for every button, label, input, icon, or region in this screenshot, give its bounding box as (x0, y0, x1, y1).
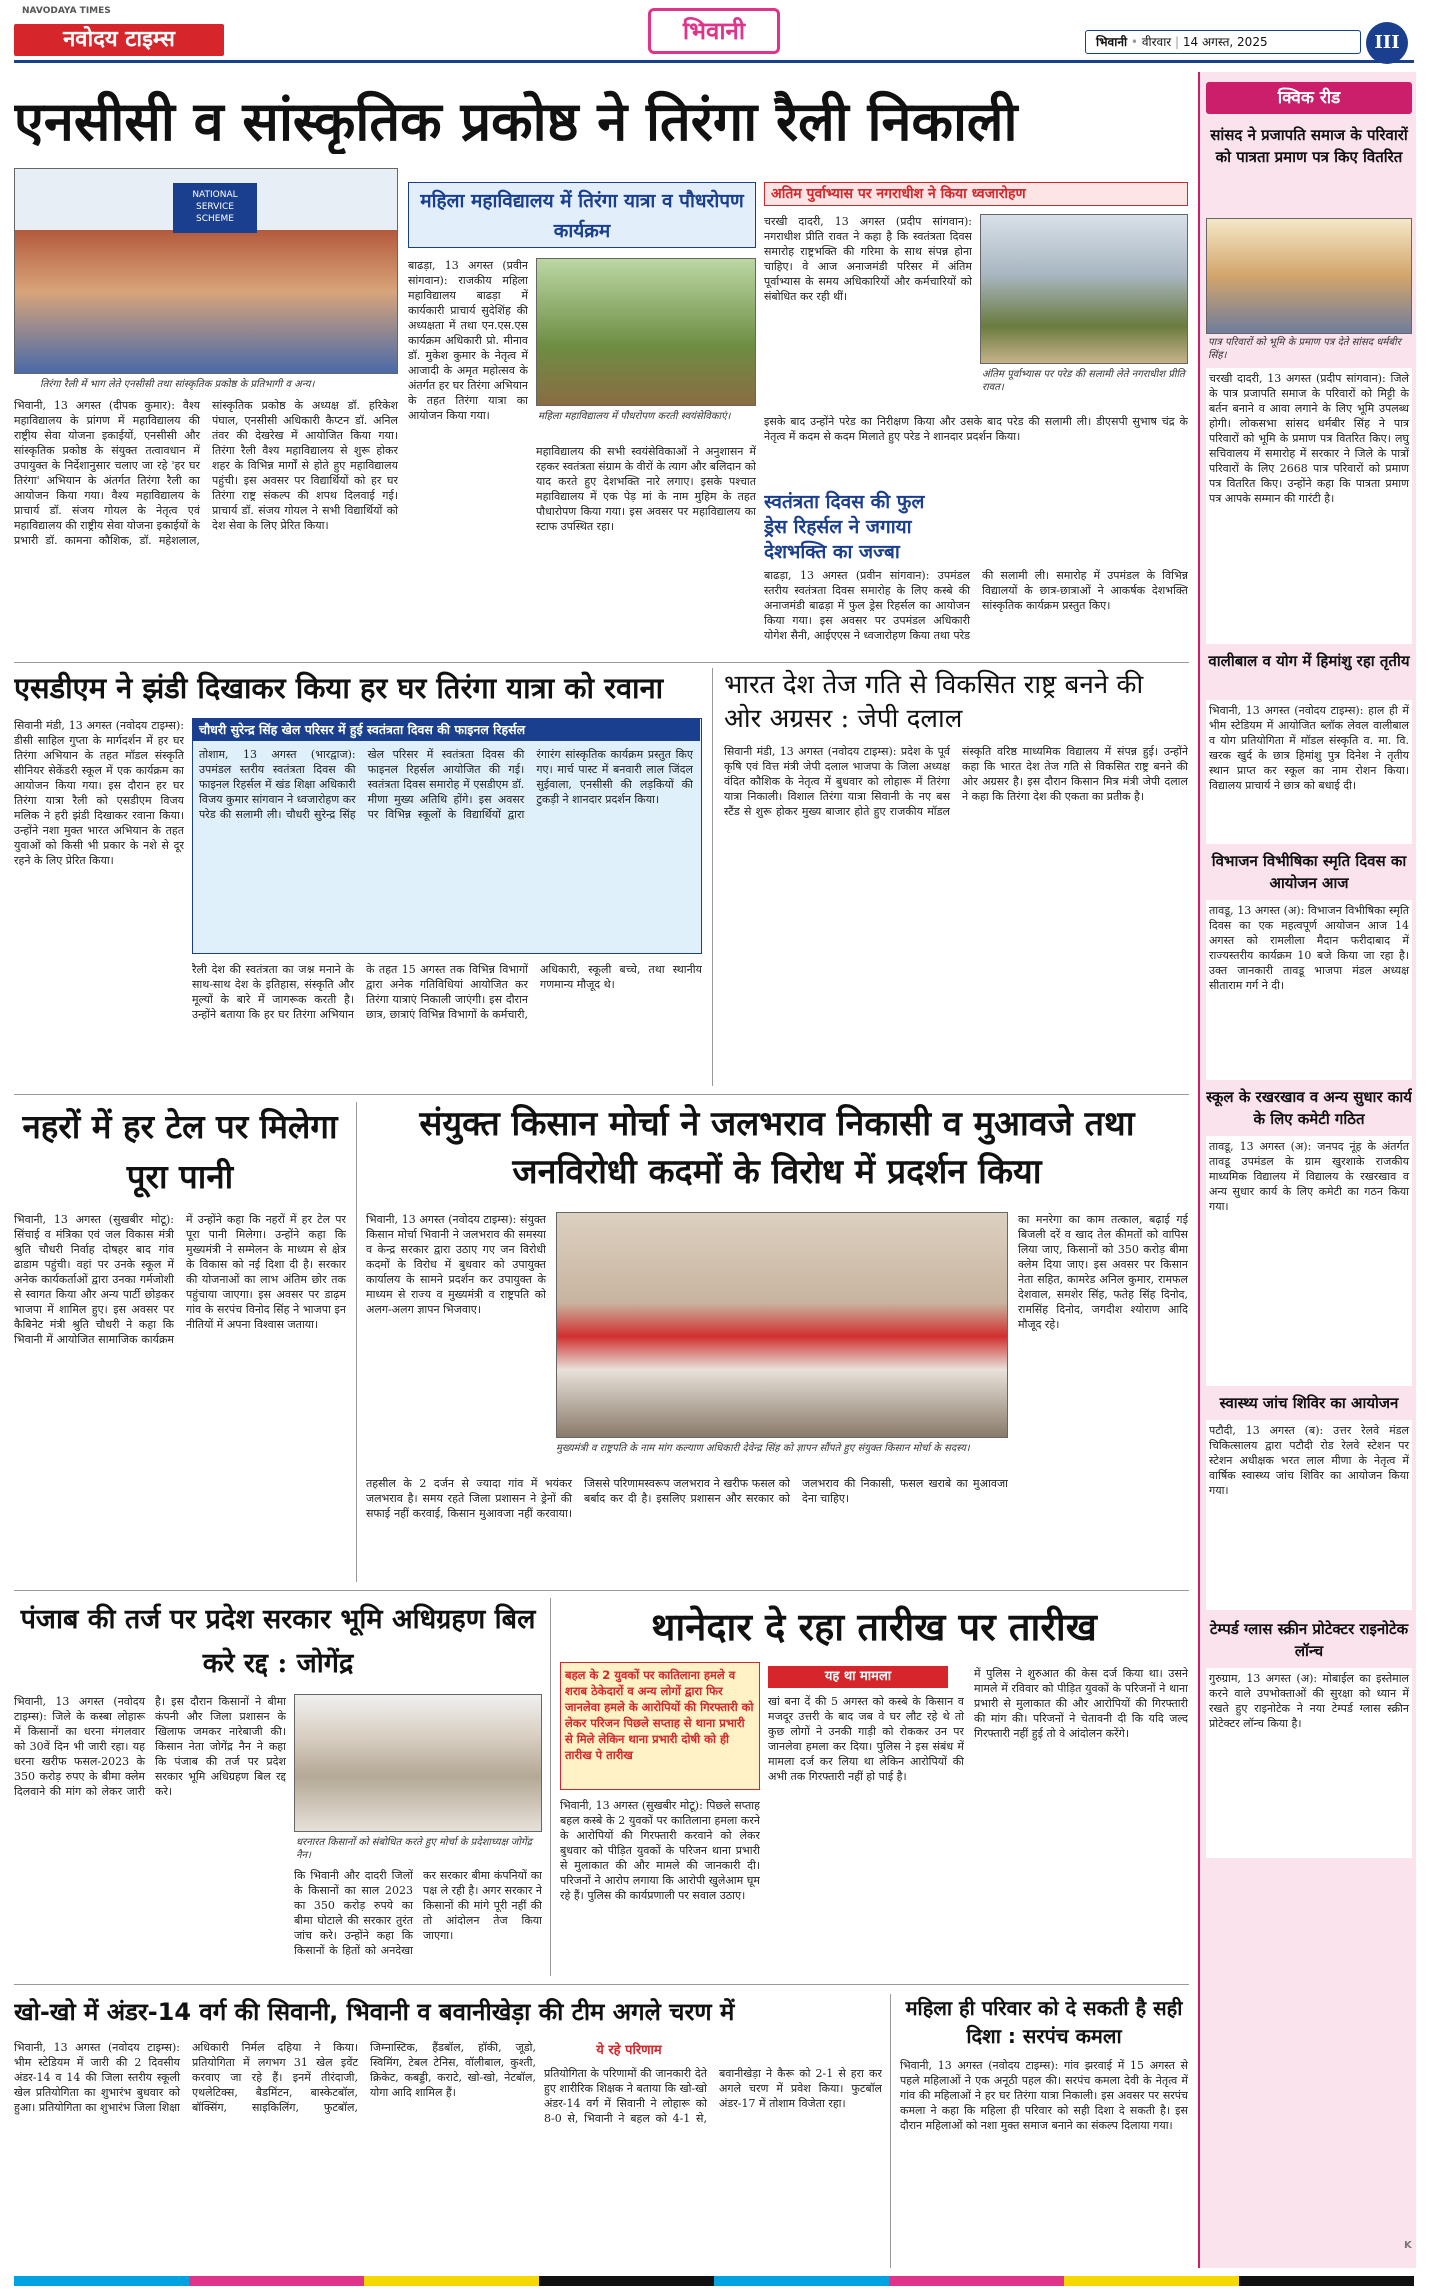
quick-read-sidebar (1198, 72, 1416, 2268)
khel-body: तोशाम, 13 अगस्त (भारद्वाज): उपमंडल स्तरीय स्वतंत्रता दिवस की फाइनल रिहर्सल में खंड शिक्षा अधिकारी विजय कुमार सांगवान ने ध्वजारोहण कर परेड की सलामी ली। चौधरी सुरेन्द्र सिंह खेल परिसर में स्वतंत्रता दिवस की फाइनल रिहर्सल आयोजित की गई। स्वतंत्रता दिवस समारोह में एसडीएम डॉ. मीणा मुख्य अतिथि होंगे। इस अवसर पर विभिन्न स्कूलों के विद्यार्थियों द्वारा रंगारंग सांस्कृतिक कार्यक्रम प्रस्तुत किए गए। मार्च पास्ट में बनवारी लाल जिंदल सुईवाला, एनसीसी की लड़कियों की टुकड़ी ने शानदार प्रदर्शन किया। (199, 748, 693, 821)
thanedar-subhead: यह था मामला (768, 1666, 948, 1688)
info-city: भिवानी (1096, 35, 1128, 49)
dhwaja-body-1: चरखी दादरी, 13 अगस्त (प्रदीप सांगवान): नगराधीश प्रीति रावत ने कहा है कि स्वतंत्रता दिवस समारोह राष्ट्रभक्ति की गरिमा के साथ संपन्न होना चाहिए। वे आज अनाजमंडी परिसर में अंतिम पूर्वाभ्यास के समय अधिकारियों और कर्मचारियों को संबोधित कर रही थीं। (764, 215, 972, 303)
quick-read-title: क्विक रीड (1206, 82, 1412, 114)
header-divider (14, 60, 1414, 63)
dhwaja-caption: अंतिम पूर्वाभ्यास पर परेड की सलामी लेते नगराधीश प्रीति रावत। (982, 369, 1185, 393)
nahar-body: भिवानी, 13 अगस्त (सुखबीर मोटू): सिंचाई व मंत्रिका एवं जल विकास मंत्री श्रुति चौधरी निर्वाह दोषहर बाद गांव ढाडाम पहुंची। वहां पर उनके स्कूल में अनेक कार्यकर्ताओं द्वारा उनका गर्मजोशी से स्वागत किया और अन्य पार्टी छोड़कर भाजपा में शामिल हुए। इस अवसर पर कैबिनेट मंत्री श्रुति चौधरी ने कहा कि भिवानी में आयोजित सामाजिक कार्यक्रम में उन्होंने कहा कि नहरों में हर टेल पर पूरा पानी मिलेगा। उन्होंने कहा कि मुख्यमंत्री ने सम्मेलन के माध्यम से क्षेत्र के विकास को नई दिशा दी है। सरकार की योजनाओं का लाभ अंतिम छोर तक पहुंचाया जाएगा। इस अवसर पर डाढ़म गांव के सरपंच विनोद सिंह ने भाजपा इन नीतियों में अपना विश्वास जताया। (14, 1213, 346, 1346)
thanedar-kicker: बहल के 2 युवकों पर कातिलाना हमले व शराब ठेकेदारों व अन्य लोगों द्वारा फिर जानलेवा हमले के आरोपियों की गिरफ्तारी को लेकर परिजन पिछले सप्ताह से थाना प्रभारी से मिले लेकिन थाना प्रभारी दोषी को ही तारीख पे तारीख (560, 1662, 760, 1790)
section-tab (648, 8, 780, 54)
dhwaja-body-2: इसके बाद उन्होंने परेड का निरीक्षण किया और उसके बाद परेड की सलामी ली। डीएसपी सुभाष चंद्र के नेतृत्व में कदम से कदम मिलाते हुए परेड ने शानदार प्रदर्शन किया। (764, 415, 1188, 443)
jp-body: सिवानी मंडी, 13 अगस्त (नवोदय टाइम्स): प्रदेश के पूर्व कृषि एवं वित्त मंत्री जेपी दलाल भाजपा के जिला अध्यक्ष वंदित कौशिक के नेतृत्व में बुधवार को लोहारू में तिरंगा यात्रा निकाली। विशाल तिरंगा यात्रा सिवानी के नए बस स्टैंड से शुरू होकर मुख्य बाजार होते हुए राजकीय मॉडल संस्कृति वरिष्ठ माध्यमिक विद्यालय में संपन्न हुई। उन्होंने कहा कि भारत देश तेज गति से विकसित राष्ट्र बनने की ओर अग्रसर है। इस दौरान किसान मित्र मंत्री जेपी दलाल ने कहा कि तिरंगा देश की एकता का प्रतीक है। (724, 745, 1188, 818)
dress-headline: स्वतंत्रता दिवस की फुल ड्रेस रिहर्सल ने जगाया देशभक्ति का जज्बा (764, 491, 925, 563)
khel-story (192, 718, 702, 954)
quick-story2-headline: वालीबाल व योग में हिमांशु रहा तृतीय (1208, 652, 1410, 670)
thanedar-body-3: में पुलिस ने शुरुआत की केस दर्ज किया था। उसने मामले में रविवार को पीड़ित युवकों के परिजनों ने थाना प्रभारी से मुलाकात की और आरोपियों की गिरफ्तारी की मांग की। परिजनों ने चेतावनी दी कि यदि जल्द गिरफ्तारी नहीं हुई तो वे आंदोलन करेंगे। (974, 1667, 1188, 1740)
sdm-body-2: रैली देश की स्वतंत्रता का जश्न मनाने के साथ-साथ देश के इतिहास, संस्कृति और मूल्यों के बारे में जागरूक करती है। उन्होंने बताया कि हर घर तिरंगा अभियान के तहत 15 अगस्त तक विभिन्न विभागों द्वारा अनेक गतिविधियां आयोजित कर तिरंगा यात्राएं निकाली जाएंगी। इस दौरान छात्र, छात्राएं विभिन्न विभागों के कर्मचारी, अधिकारी, स्कूली बच्चे, तथा स्थानीय गणमान्य मौजूद थे। (192, 963, 702, 1021)
punjab-body-2: कि भिवानी और दादरी जिलों के किसानों का साल 2023 का 350 करोड़ रुपये का बीमा घोटाले की सरकार तुरंत जांच करे। उन्होंने कहा कि किसानों के हितों को अनदेखा कर सरकार बीमा कंपनियों का पक्ष ले रही है। अगर सरकार ने किसानों की मांगे पूरी नहीं की तो आंदोलन तेज किया जाएगा। (294, 1869, 542, 1957)
brand-small: NAVODAYA TIMES (22, 6, 111, 16)
quick-story4-headline: स्कूल के रखरखाव व अन्य सुधार कार्य के लिए कमेटी गठित (1206, 1088, 1412, 1128)
divider-jp (712, 668, 713, 1086)
lead-photo: NATIONAL SERVICE SCHEME (14, 168, 398, 374)
sdm-headline: एसडीएम ने झंडी दिखाकर किया हर घर तिरंगा यात्रा को रवाना (14, 671, 664, 705)
mahila-story (408, 182, 756, 654)
quick-story6-headline: टेम्पर्ड ग्लास स्क्रीन प्रोटेक्टर राइनोटेक लॉन्च (1209, 1620, 1409, 1660)
divider-punjab (550, 1598, 551, 1976)
color-registration-strip (14, 2276, 1414, 2286)
kho-body-2: प्रतियोगिता के परिणामों की जानकारी देते हुए शारीरिक शिक्षक ने बताया कि खो-खो अंडर-14 वर्ग में सिवानी ने लोहारू को 8-0 से, भिवानी ने बहल को 4-1 से, बवानीखेड़ा ने कैरू को 2-1 से हरा कर अगले चरण में प्रवेश किया। फुटबॉल अंडर-17 में तोशाम विजेता रहा। (544, 2067, 882, 2125)
dhwaja-headline: अतिम पुर्वाभ्यास पर नगराधीश ने किया ध्वजारोहण (764, 182, 1188, 206)
jp-headline: भारत देश तेज गति से विकसित राष्ट्र बनने की ओर अग्रसर : जेपी दलाल (724, 670, 1144, 734)
mahila-photo (536, 258, 756, 406)
dress-body: बाढड़ा, 13 अगस्त (प्रवीन सांगवान): उपमंडल स्तरीय स्वतंत्रता दिवस समारोह के लिए कस्बे की अनाजमंडी बाढड़ा में फुल ड्रेस रिहर्सल का आयोजन किया गया। इस अवसर पर उपमंडल अधिकारी योगेश सैनी, आईएएस ने ध्वजारोहण किया तथा परेड की सलामी ली। समारोह में उपमंडल के विभिन्न विद्यालयों के छात्र-छात्राओं ने आकर्षक देशभक्ति सांस्कृतिक कार्यक्रम प्रस्तुत किए। (764, 569, 1188, 642)
quick-story1-body: चरखी दादरी, 13 अगस्त (प्रदीप सांगवान): जिले के पात्र प्रजापति समाज के परिवारों को मिट्टी के बर्तन बनाने व आवा लगाने के लिए भूमि उपलब्ध होगी। लोकसभा सांसद धर्मबीर सिंह ने पात्र परिवारों को भूमि के प्रमाण पत्र वितरित किए। लघु सचिवालय में समारोह में सरकार ने जिले के पात्रों परिवारों के लिए 2668 पात्र परिवारों को प्रमाण पत्र वितरित किए। उन्होंने कहा कि पात्रता प्रमाण पत्र आपके सम्मान की गारंटी है। (1206, 368, 1412, 644)
page-number: III (1366, 22, 1408, 64)
punjab-caption: धरनारत किसानों को संबोधित करते हुए मोर्चा के प्रदेशाध्यक्ष जोगेंद्र नैन। (296, 1837, 532, 1861)
date-strip: भिवानी • वीरवार | 14 अगस्त, 2025 (1085, 30, 1361, 54)
kisan-body-1: भिवानी, 13 अगस्त (नवोदय टाइम्स): संयुक्त किसान मोर्चा भिवानी ने जलभराव की समस्या व केन्द्र सरकार द्वारा उठाए गए जन विरोधी कदमों के विरोध में बुधवार को उपायुक्त कार्यालय के सामने प्रदर्शन कर उपायुक्त के माध्यम से राज्य व मुख्यमंत्री व राष्ट्रपति को अलग-अलग ज्ञापन भिजवाए। (366, 1213, 546, 1316)
divider-2 (14, 1094, 1189, 1095)
divider-nahar (356, 1102, 357, 1582)
punjab-photo (294, 1694, 542, 1832)
quick-story3-headline: विभाजन विभीषिका स्मृति दिवस का आयोजन आज (1211, 852, 1407, 892)
dhwaja-photo (980, 214, 1188, 364)
quick-story6-body: गुरुग्राम, 13 अगस्त (अ): मोबाईल का इस्तेमाल करने वाले उपभोक्ताओं की सुरक्षा को ध्यान में रखते हुए राइनोटेक ने नया टेम्पर्ड ग्लास स्क्रीन प्रोटेक्टर लॉन्च किया है। (1206, 1668, 1412, 1858)
kisan-headline: संयुक्त किसान मोर्चा ने जलभराव निकासी व मुआवजे तथा जनविरोधी कदमों के विरोध में प्रदर्शन किया (419, 1104, 1135, 1192)
nahar-headline: नहरों में हर टेल पर मिलेगा पूरा पानी (22, 1107, 338, 1196)
punjab-headline: पंजाब की तर्ज पर प्रदेश सरकार भूमि अधिग्रहण बिल करे रद्द : जोगेंद्र (20, 1604, 536, 1679)
quick-story2-body: भिवानी, 13 अगस्त (नवोदय टाइम्स): हाल ही में भीम स्टेडियम में आयोजित ब्लॉक लेवल वालीबाल व योग प्रतियोगिता में मॉडल संस्कृति व. मा. वि. खरक खुर्द के छात्र हिमांशु पुत्र दिनेश ने तृतीय स्थान प्राप्त कर स्कूल का नाम रोशन किया। विद्यालय प्राचार्य ने छात्र को बधाई दी। (1206, 700, 1412, 844)
quick-story1-caption: पात्र परिवारों को भूमि के प्रमाण पत्र देते सांसद धर्मबीर सिंह। (1208, 337, 1401, 361)
quick-story3-body: तावडू, 13 अगस्त (अ): विभाजन विभीषिका स्मृति दिवस का एक महत्वपूर्ण आयोजन आज 14 अगस्त को रामलीला मैदान फरीदाबाद में राज्यस्तरीय कार्यक्रम 10 बजे किया जा रहा है। उक्त जानकारी तावडू भाजपा मंडल अध्यक्ष सीताराम गर्ग ने दी। (1206, 900, 1412, 1080)
quick-story4-body: तावडू, 13 अगस्त (अ): जनपद नूंह के अंतर्गत तावडू उपमंडल के ग्राम खुरशाके राजकीय माध्यमिक विद्यालय में विद्यालय के रखरखाव व अन्य सुधार कार्य के लिए कमेटी का गठन किया गया। (1206, 1136, 1412, 1386)
brand-logo: नवोदय टाइम्स (14, 24, 224, 56)
footer-mark: K (1404, 2240, 1412, 2251)
khel-headline: चौधरी सुरेन्द्र सिंह खेल परिसर में हुई स्वतंत्रता दिवस की फाइनल रिहर्सल (193, 719, 700, 741)
thanedar-headline: थानेदार दे रहा तारीख पर तारीख (651, 1605, 1097, 1649)
mahila-body-2: महाविद्यालय की सभी स्वयंसेविकाओं ने अनुशासन में रहकर स्वतंत्रता संग्राम के वीरों के त्याग और बलिदान को याद करते हुए देशभक्ति नारे लगाए। इसके पश्चात महाविद्यालय में एक पेड़ मां के नाम मुहिम के तहत पौधारोपण किया गया। इस अवसर पर महाविद्यालय का स्टाफ उपस्थित रहा। (536, 445, 756, 533)
divider-4 (14, 1984, 1189, 1985)
info-day: वीरवार (1141, 35, 1172, 49)
lead-body: भिवानी, 13 अगस्त (दीपक कुमार): वैश्य महाविद्यालय के प्रांगण में महाविद्यालय की राष्ट्रीय सेवा योजना इकाईयों, एनसीसी और सांस्कृतिक प्रकोष्ठ के संयुक्त तत्वावधान में उपायुक्त के निर्देशानुसार चलाए जा रहे 'हर घर तिरंगा' अभियान के अंतर्गत तिरंगा रैली का आयोजन किया गया। वैश्य महाविद्यालय के प्राचार्य डॉ. संजय गोयल के नेतृत्व एवं महाविद्यालय की राष्ट्रीय सेवा योजना इकाईयों के प्रभारी डॉ. कामना कौशिक, डॉ. महेशलाल, सांस्कृतिक प्रकोष्ठ के अध्यक्ष डॉ. हरिकेश पंघाल, एनसीसी अधिकारी कैप्टन डॉ. अनिल तंवर की देखरेख में आयोजित किया गया। तिरंगा रैली वैश्य महाविद्यालय से शुरू होकर शहर के विभिन्न मार्गों से होते हुए महाविद्यालय पहुंची। इस अवसर पर विद्यार्थियों को हर घर तिरंगा राष्ट्र संकल्प की शपथ दिलवाई गई। प्राचार्य डॉ. संजय गोयल ने सभी विद्यार्थियों को देश सेवा के लिए प्रेरित किया। (14, 399, 398, 547)
kisan-caption: मुख्यमंत्री व राष्ट्रपति के नाम मांग कल्याण अधिकारी देवेन्द्र सिंह को ज्ञापन सौंपते हुए संयुक्त किसान मोर्चा के सदस्य। (556, 1443, 970, 1454)
divider-kho (890, 1994, 891, 2268)
thanedar-body-2: खां बना दें की 5 अगस्त को कस्बे के किसान व मजदूर उत्तरी के बाद जब वे घर लौट रहे थे तो कुछ लोगों ने उनकी गाड़ी को रोककर उन पर जानलेवा हमला कर दिया। पुलिस ने इस संबंध में मामला दर्ज कर लिया था लेकिन आरोपियों की अभी तक गिरफ्तारी नहीं हो पाई है। (768, 1695, 964, 1783)
kho-subhead: ये रहे परिणाम (596, 2043, 662, 2058)
kho-headline: खो-खो में अंडर-14 वर्ग की सिवानी, भिवानी व बवानीखेड़ा की टीम अगले चरण में (14, 1998, 735, 2026)
mahila-caption: महिला महाविद्यालय में पौधरोपण करती स्वयंसेविकाएं। (538, 411, 731, 422)
masthead (0, 0, 1429, 64)
sarpanch-body: भिवानी, 13 अगस्त (नवोदय टाइम्स): गांव झरवाई में 15 अगस्त से पहले महिलाओं ने एक अनूठी पहल की। सरपंच कमला देवी के नेतृत्व में गांव की महिलाओं ने हर घर तिरंगा यात्रा निकाली। इस अवसर पर सरपंच कमला ने कहा कि महिला ही परिवार को सही दिशा दे सकती है। इस दौरान महिलाओं को नशा मुक्त समाज बनाने का संकल्प दिलाया गया। (900, 2059, 1188, 2132)
mahila-body-1: बाढड़ा, 13 अगस्त (प्रवीन सांगवान): राजकीय महिला महाविद्यालय बाढड़ा में कार्यकारी प्राचार्य सुदेशिंह की अध्यक्षता में तथा एन.एस.एस कार्यक्रम अधिकारी प्रो. मीनाव डॉ. मुकेश कुमार के नेतृत्व में आजादी के अमृत महोत्सव के अंतर्गत हर घर तिरंगा अभियान के तहत तिरंगा यात्रा का आयोजन किया गया। (408, 259, 528, 422)
info-date: 14 अगस्त, 2025 (1182, 35, 1268, 49)
kisan-body-2: तहसील के 2 दर्जन से ज्यादा गांव में भयंकर जलभराव है। समय रहते जिला प्रशासन ने ड्रेनों की सफाई नहीं करवाई, किसान मुआवजा नहीं करवाया। जिससे परिणामस्वरूप जलभराव ने खरीफ फसल को बर्बाद कर दी है। इसलिए प्रशासन और सरकार को जलभराव की निकासी, फसल खराबे का मुआवजा देना चाहिए। (366, 1477, 1008, 1520)
lead-headline: एनसीसी व सांस्कृतिक प्रकोष्ठ ने तिरंगा रैली निकाली (14, 90, 1018, 153)
quick-story1-headline: सांसद ने प्रजापति समाज के परिवारों को पात्रता प्रमाण पत्र किए वितरित (1210, 126, 1408, 166)
quick-story5-body: पटौदी, 13 अगस्त (ब): उत्तर रेलवे मंडल चिकित्सालय द्वारा पटौदी रोड रेलवे स्टेशन पर स्टेशन अधीक्षक भरत लाल मीणा के नेतृत्व में वार्षिक स्वास्थ्य जांच शिविर का आयोजन किया गया। (1206, 1420, 1412, 1610)
kho-body: भिवानी, 13 अगस्त (नवोदय टाइम्स): भीम स्टेडियम में जारी की 2 दिवसीय अंडर-14 व 14 की जिला स्तरीय स्कूली खेल प्रतियोगिता का शुभारंभ बुधवार को हुआ। प्रतियोगिता का शुभारंभ जिला शिक्षा अधिकारी निर्मल दहिया ने किया। प्रतियोगिता में लगभग 31 खेल इवेंट करवाए जा रहे हैं। इनमें तीरंदाजी, एथलेटिक्स, बैडमिंटन, बास्केटबॉल, बॉक्सिंग, साइकिलिंग, फुटबॉल, जिम्नास्टिक, हैंडबॉल, हॉकी, जूडो, स्विमिंग, टेबल टेनिस, वॉलीबाल, कुश्ती, क्रिकेट, कबड्डी, कराटे, खो-खो, नेटबॉल, योगा आदि शामिल हैं। (14, 2041, 536, 2114)
lead-caption: तिरंगा रैली में भाग लेते एनसीसी तथा सांस्कृतिक प्रकोष्ठ के प्रतिभागी व अन्य। (40, 379, 315, 390)
kisan-photo (556, 1212, 1008, 1438)
thanedar-body-1: भिवानी, 13 अगस्त (सुखबीर मोटू): पिछले सप्ताह बहल कस्बे के 2 युवकों पर कातिलाना हमला करने के आरोपियों की गिरफ्तारी करवाने को लेकर बुधवार को पीड़ित युवकों के परिजन थाना प्रभारी से मुलाकात की और मामले की जानकारी दी। परिजनों ने आरोप लगाया कि आरोपी खुलेआम घूम रहे हैं। पुलिस की कार्यप्रणाली पर सवाल उठाए। (560, 1799, 760, 1902)
section-title: भिवानी (682, 17, 746, 45)
kisan-body-3: का मनरेगा का काम तत्काल, बढ़ाई गई बिजली दरें व खाद तेल कीमतों को वापिस लिया जाए, किसानों को 350 करोड़ बीमा क्लेम दिया जाए। इस अवसर पर किसान नेता सहित, कामरेड अनिल कुमार, रामफल देशवाल, समशेर सिंह, फतेह सिंह दिनोद, रामसिंह दिनोद, जगदीश श्योराण आदि मौजूद रहे। (1018, 1213, 1188, 1331)
divider-1 (14, 662, 1189, 663)
dhwaja-story (764, 182, 1188, 482)
mahila-headline: महिला महाविद्यालय में तिरंगा यात्रा व पौधरोपण कार्यक्रम (408, 182, 756, 248)
quick-story5-headline: स्वास्थ्य जांच शिविर का आयोजन (1219, 1394, 1399, 1412)
quick-story1-photo (1206, 218, 1412, 334)
punjab-body-1: भिवानी, 13 अगस्त (नवोदय टाइम्स): जिले के कस्बा लोहारू में किसानों का धरना मंगलवार को 30वें दिन भी जारी रहा। यह धरना खरीफ फसल-2023 के 350 करोड़ रुपए के बीमा क्लेम दिलवाने की मांग को लेकर जारी है। इस दौरान किसानों ने बीमा कंपनी और जिला प्रशासन के खिलाफ जमकर नारेबाजी की। किसान नेता जोगेंद्र नैन ने कहा कि पंजाब की तर्ज पर प्रदेश सरकार भूमि अधिग्रहण बिल रद्द करे। (14, 1695, 286, 1798)
divider-3 (14, 1590, 1189, 1591)
sdm-body-1: सिवानी मंडी, 13 अगस्त (नवोदय टाइम्स): डीसी साहिल गुप्ता के मार्गदर्शन में हर घर तिरंगा अभियान के तहत मॉडल संस्कृति सीनियर सेकेंडरी स्कूल में एक कार्यक्रम का आयोजन किया गया। इस दौरान हर घर तिरंगा यात्रा रैली को एसडीएम विजय मलिक ने हरी झंडी दिखाकर रवाना किया। उन्होंने नशा मुक्त भारत अभियान के तहत युवाओं को किसी भी प्रकार के नशे से दूर रहने के लिए प्रेरित किया। (14, 719, 184, 867)
sarpanch-headline: महिला ही परिवार को दे सकती है सही दिशा : सरपंच कमला (905, 1996, 1183, 2048)
